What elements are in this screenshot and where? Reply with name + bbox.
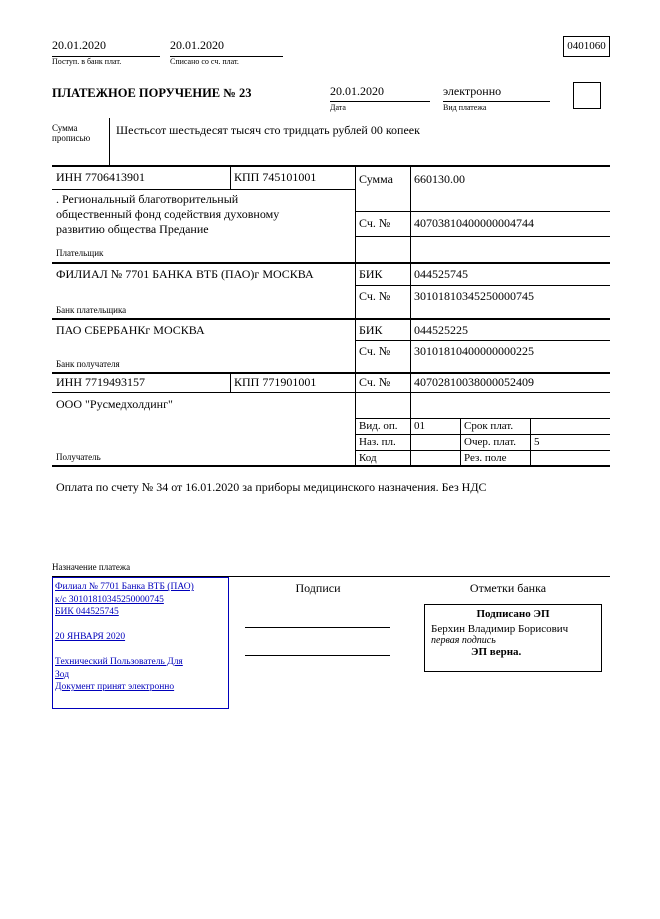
table-line bbox=[460, 418, 461, 467]
payer-account-label: Сч. № bbox=[359, 216, 391, 230]
stamp-accepted-note: Документ принят электронно bbox=[55, 682, 175, 692]
amount-in-words-value: Шестьсот шестьдесят тысяч сто тридцать рублей 00 копеек bbox=[116, 123, 420, 137]
purpose-kind-label: Наз. пл. bbox=[359, 436, 396, 448]
op-kind-label: Вид. оп. bbox=[359, 420, 398, 432]
payee-kpp: КПП 771901001 bbox=[234, 375, 317, 389]
table-line bbox=[230, 167, 231, 189]
table-line bbox=[355, 434, 610, 435]
esign-verified-text: ЭП верна. bbox=[471, 646, 522, 658]
payer-bank-name: ФИЛИАЛ № 7701 БАНКА ВТБ (ПАО)г МОСКВА bbox=[56, 267, 314, 281]
document-title: ПЛАТЕЖНОЕ ПОРУЧЕНИЕ № 23 bbox=[52, 86, 252, 100]
payee-bank-account-label: Сч. № bbox=[359, 344, 391, 358]
table-line bbox=[52, 465, 610, 467]
esign-signer-name: Берхин Владимир Борисович bbox=[431, 623, 569, 635]
table-line bbox=[355, 211, 610, 212]
table-line bbox=[355, 418, 610, 419]
priority-value: 5 bbox=[534, 436, 540, 448]
stamp-corr-account: к/с 30101810345250000745 bbox=[55, 594, 164, 605]
code-label: Код bbox=[359, 452, 377, 464]
payment-kind-label: Вид платежа bbox=[443, 103, 487, 112]
esign-title: Подписано ЭП bbox=[476, 608, 550, 620]
payee-bank-bik-label: БИК bbox=[359, 323, 383, 337]
payer-account: 40703810400000004744 bbox=[414, 216, 534, 230]
table-line bbox=[52, 392, 610, 393]
table-line bbox=[355, 236, 610, 237]
payer-bank-account: 30101810345250000745 bbox=[414, 289, 534, 303]
table-line bbox=[52, 189, 355, 190]
payer-name: . Региональный благотворительный общественный фонд содействия духовному развитию общества Предание bbox=[56, 192, 280, 236]
payer-bank-bik: 044525745 bbox=[414, 267, 468, 281]
payee-section-label: Получатель bbox=[56, 452, 101, 462]
payee-bank-bik: 044525225 bbox=[414, 323, 468, 337]
bank-marks-header: Отметки банка bbox=[469, 581, 547, 595]
payer-kpp: КПП 745101001 bbox=[234, 170, 317, 184]
pay-term-label: Срок плат. bbox=[464, 420, 514, 432]
op-kind-value: 01 bbox=[414, 420, 425, 432]
esign-signature-note: первая подпись bbox=[431, 635, 496, 646]
requisites-table bbox=[52, 167, 610, 467]
reserve-field-label: Рез. поле bbox=[464, 452, 507, 464]
payee-bank-name: ПАО СБЕРБАНКг МОСКВА bbox=[56, 323, 205, 337]
payee-inn: ИНН 7719493157 bbox=[56, 375, 145, 389]
stamp-bank-name: Филиал № 7701 Банка ВТБ (ПАО) bbox=[55, 582, 194, 592]
payee-name: ООО "Русмедхолдинг" bbox=[56, 397, 173, 411]
table-line bbox=[410, 167, 411, 467]
signature-line bbox=[245, 627, 390, 628]
table-line bbox=[230, 372, 231, 393]
payer-inn: ИНН 7706413901 bbox=[56, 170, 145, 184]
debited-from-account-label: Списано со сч. плат. bbox=[170, 57, 239, 66]
amount-in-words-label: Сумма прописью bbox=[52, 118, 110, 165]
signatures-header: Подписи bbox=[295, 581, 341, 595]
bank-stamp-box bbox=[52, 577, 229, 709]
payee-bank-account: 30101810400000000225 bbox=[414, 344, 534, 358]
payee-account: 40702810038000052409 bbox=[414, 375, 534, 389]
received-in-bank-date: 20.01.2020 bbox=[52, 38, 160, 57]
table-line bbox=[355, 450, 610, 451]
table-line bbox=[530, 418, 531, 467]
priority-label: Очер. плат. bbox=[464, 436, 517, 448]
table-line bbox=[52, 262, 610, 264]
amount-in-words-row bbox=[52, 118, 610, 167]
status-box bbox=[573, 82, 601, 109]
stamp-date: 20 ЯНВАРЯ 2020 bbox=[55, 631, 126, 642]
payer-bank-section-label: Банк плательщика bbox=[56, 305, 127, 315]
esign-box bbox=[424, 604, 602, 672]
document-date-label: Дата bbox=[330, 103, 346, 112]
form-code-box: 0401060 bbox=[563, 36, 610, 57]
debited-from-account-date: 20.01.2020 bbox=[170, 38, 283, 57]
stamp-operator-line1: Технический Пользователь Для bbox=[55, 657, 183, 667]
amount-label: Сумма bbox=[359, 172, 393, 186]
stamp-bik: БИК 044525745 bbox=[55, 607, 119, 617]
payer-section-label: Плательщик bbox=[56, 248, 104, 258]
table-line bbox=[52, 318, 610, 320]
payer-bank-account-label: Сч. № bbox=[359, 289, 391, 303]
amount-value: 660130.00 bbox=[414, 172, 465, 186]
payment-purpose-text: Оплата по счету № 34 от 16.01.2020 за приборы медицинского назначения. Без НДС bbox=[56, 480, 487, 494]
table-line bbox=[355, 340, 610, 341]
table-line bbox=[52, 372, 610, 374]
stamp-operator-line2: Зод bbox=[55, 669, 70, 680]
signature-line bbox=[245, 655, 390, 656]
received-in-bank-label: Поступ. в банк плат. bbox=[52, 57, 122, 66]
document-date: 20.01.2020 bbox=[330, 84, 430, 102]
table-line bbox=[355, 167, 356, 467]
payment-purpose-label: Назначение платежа bbox=[52, 562, 131, 572]
table-line bbox=[355, 285, 610, 286]
payment-kind-value: электронно bbox=[443, 84, 550, 102]
payee-account-label: Сч. № bbox=[359, 375, 391, 389]
payer-bank-bik-label: БИК bbox=[359, 267, 383, 281]
payee-bank-section-label: Банк получателя bbox=[56, 359, 120, 369]
